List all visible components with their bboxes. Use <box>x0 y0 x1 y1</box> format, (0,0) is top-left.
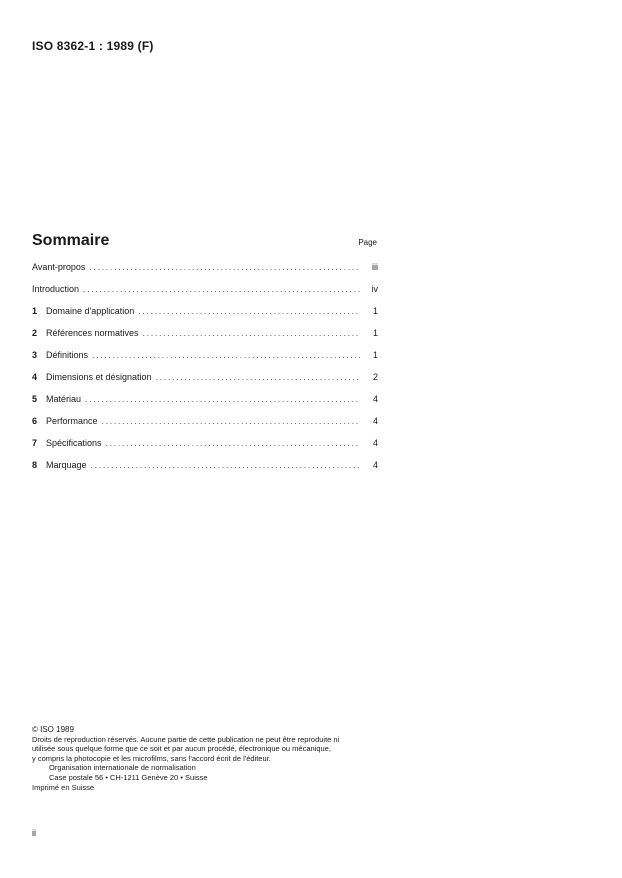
toc-entry-number: 5 <box>32 394 38 404</box>
toc-entry-number: 4 <box>32 372 38 382</box>
toc-entry-page: 4 <box>372 460 378 470</box>
toc-entry-domaine-application[interactable] <box>32 306 378 328</box>
dot-leader <box>143 328 360 338</box>
dot-leader <box>102 416 360 426</box>
toc-entry-materiau[interactable] <box>32 394 378 416</box>
toc-entry-label: Introduction <box>32 284 80 294</box>
toc-entry-number: 8 <box>32 460 38 470</box>
toc-entry-number: 6 <box>32 416 38 426</box>
toc-entry-page: 1 <box>372 350 378 360</box>
toc-entry-page: 2 <box>372 372 378 382</box>
toc-entry-page: iv <box>371 284 378 294</box>
toc-entry-label: Matériau <box>46 394 82 404</box>
rights-text-line-3: y compris la photocopie et les microfilms, sans l'accord écrit de l'éditeur. <box>32 753 271 763</box>
dot-leader <box>138 306 360 316</box>
organization-name: Organisation internationale de normalisation <box>49 763 196 773</box>
toc-entry-page: 4 <box>372 416 378 426</box>
copyright-notice <box>32 725 382 792</box>
toc-entry-specifications[interactable] <box>32 438 378 460</box>
dot-leader <box>83 284 360 294</box>
toc-entry-page: 4 <box>372 394 378 404</box>
toc-entry-label: Performance <box>46 416 98 426</box>
toc-entry-references-normatives[interactable] <box>32 328 378 350</box>
toc-entry-performance[interactable] <box>32 416 378 438</box>
toc-entry-label: Marquage <box>46 460 87 470</box>
toc-entry-number: 1 <box>32 306 38 316</box>
toc-page-column-label: Page <box>358 238 377 247</box>
toc-entry-definitions[interactable] <box>32 350 378 372</box>
dot-leader <box>89 262 360 272</box>
dot-leader <box>85 394 360 404</box>
printed-in: Imprimé en Suisse <box>32 782 95 792</box>
dot-leader <box>106 438 360 448</box>
toc-entry-label: Avant-propos <box>32 262 86 272</box>
document-header: ISO 8362-1 : 1989 (F) <box>32 39 154 53</box>
toc-entry-page: 1 <box>372 306 378 316</box>
organization-address: Case postale 56 • CH-1211 Genève 20 • Suisse <box>49 772 208 782</box>
rights-text-line-1: Droits de reproduction réservés. Aucune partie de cette publication ne peut être reproduite ni <box>32 734 340 744</box>
toc-entry-label: Domaine d'application <box>46 306 135 316</box>
dot-leader <box>156 372 360 382</box>
toc-entry-introduction[interactable] <box>32 284 378 306</box>
dot-leader <box>92 350 360 360</box>
toc-entry-number: 3 <box>32 350 38 360</box>
toc-entry-page: 4 <box>372 438 378 448</box>
toc-title: Sommaire <box>32 232 110 249</box>
copyright-line: © ISO 1989 <box>32 725 74 734</box>
toc-entry-label: Spécifications <box>46 438 102 448</box>
toc-entry-label: Dimensions et désignation <box>46 372 152 382</box>
table-of-contents <box>32 262 378 482</box>
toc-entry-number: 2 <box>32 328 38 338</box>
toc-entry-dimensions-designation[interactable] <box>32 372 378 394</box>
toc-entry-label: Références normatives <box>46 328 139 338</box>
toc-entry-marquage[interactable] <box>32 460 378 482</box>
rights-text-line-2: utilisée sous quelque forme que ce soit et par aucun procédé, électronique ou mécanique, <box>32 744 331 754</box>
dot-leader <box>91 460 360 470</box>
toc-entry-number: 7 <box>32 438 38 448</box>
toc-entry-page: iii <box>372 262 378 272</box>
toc-entry-label: Définitions <box>46 350 89 360</box>
page-number: ii <box>32 828 36 838</box>
toc-entry-page: 1 <box>372 328 378 338</box>
toc-entry-avant-propos[interactable] <box>32 262 378 284</box>
